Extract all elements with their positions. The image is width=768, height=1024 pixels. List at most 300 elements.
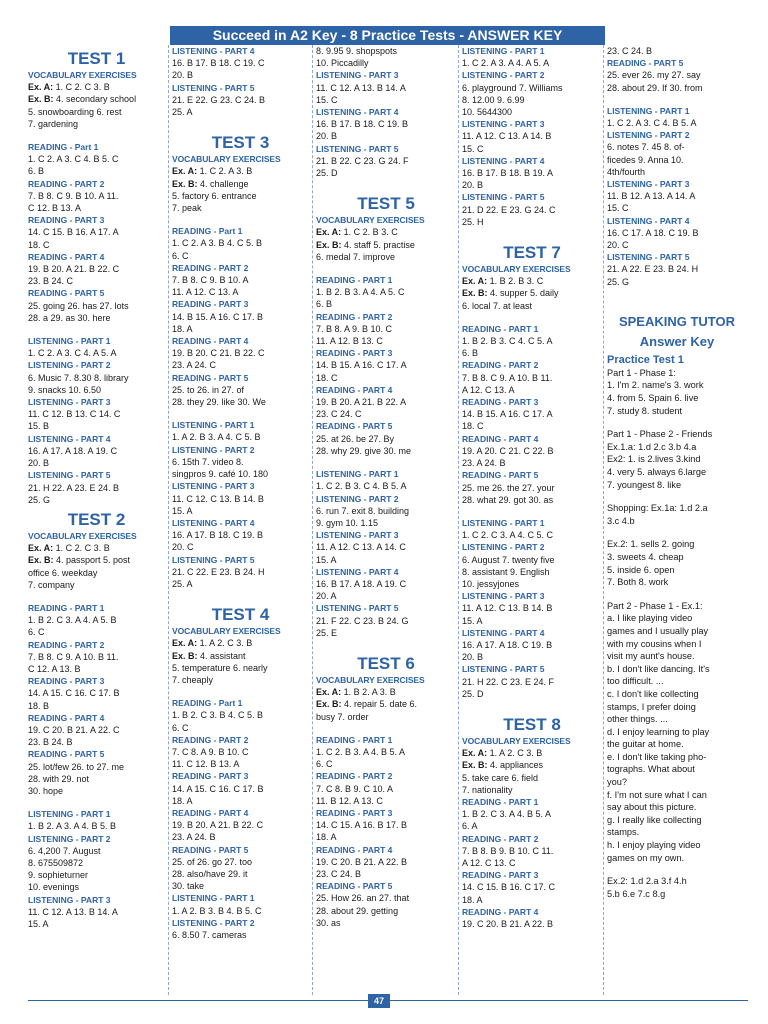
- section-heading: READING - PART 5: [28, 749, 105, 760]
- answer-line: 1. C 2. A 3. C 4. B 5. C: [28, 154, 119, 165]
- answer-line: 7. B 8. C 9. A 10. B 11.: [462, 372, 553, 383]
- section-heading: LISTENING - PART 5: [316, 143, 399, 154]
- exercise-label: Ex. A:: [316, 687, 342, 698]
- answer-line: 1. A 2. B 3. B 4. B 5. C: [172, 905, 262, 916]
- answer-line: 6. C: [316, 759, 333, 770]
- test-title: TEST 7: [503, 243, 561, 263]
- answer-line: 19. A 20. C 21. C 22. B: [462, 445, 554, 456]
- exercise-answers: 4. supper 5. daily: [487, 288, 559, 299]
- answer-line: 9. snacks 10. 6.50: [28, 384, 102, 395]
- section-heading: READING - PART 1: [316, 734, 393, 745]
- speaking-answer-line: 3. sweets 4. cheap: [607, 551, 684, 562]
- test-title: TEST 4: [211, 605, 270, 625]
- speaking-answer-line: f. I'm not sure what I can: [607, 789, 707, 800]
- answer-line: 19. B 20. C 21. B 22. C: [172, 348, 265, 359]
- answer-line: 11. A 12. C 13. B 14. B: [462, 603, 553, 614]
- spacer: [462, 312, 602, 323]
- answer-line: 28. with 29. not: [28, 773, 90, 784]
- answer-line: 19. B 20. A 21. B 22. A: [316, 397, 407, 408]
- exercise-answers: 4. assistant: [197, 650, 246, 661]
- speaking-answer-line: visit my aunt's house.: [607, 651, 695, 662]
- section-heading: LISTENING - PART 2: [28, 360, 111, 371]
- speaking-answer-line: other things. ...: [607, 714, 668, 725]
- answer-line: 16. B 17. B 18. B 19. A: [462, 168, 554, 179]
- answer-line: 9. gym 10. 1.15: [316, 517, 379, 528]
- vocabulary-heading: VOCABULARY EXERCISES: [172, 154, 281, 165]
- section-heading: LISTENING - PART 2: [172, 444, 255, 455]
- section-heading: READING - PART 1: [316, 275, 393, 286]
- answer-line: 20. B: [462, 652, 484, 663]
- speaking-answer-line: 5.b 6.e 7.c 8.g: [607, 888, 666, 899]
- answer-line: 6. local 7. at least: [462, 300, 533, 311]
- answer-line: 18. A: [316, 832, 337, 843]
- answer-line: 19. B 20. A 21. B 22. C: [28, 264, 120, 275]
- answer-line: 7. B 8. C 9. B 10. A: [172, 275, 249, 286]
- answer-line: 1. B 2. C 3. A 4. B 5. A: [462, 809, 552, 820]
- answer-line: C 12. A 13. B: [28, 663, 81, 674]
- section-heading: LISTENING - PART 4: [316, 566, 399, 577]
- answer-line: 6. run 7. exit 8. building: [316, 505, 410, 516]
- answer-line: 6. notes 7. 45 8. of-: [607, 142, 685, 153]
- section-heading: READING - PART 3: [28, 215, 105, 226]
- spacer: [316, 723, 456, 734]
- section-heading: LISTENING - PART 2: [316, 493, 399, 504]
- answer-line: 14. C 15. A 16. B 17. B: [316, 820, 408, 831]
- answer-line: 1. C 2. B 3. A 4. B 5. A: [316, 746, 406, 757]
- answer-line: 20. B: [316, 131, 338, 142]
- exercise-answers: 1. A 2. C 3. B: [197, 638, 253, 649]
- answer-line: 6. C: [172, 250, 189, 261]
- section-heading: LISTENING - PART 2: [607, 130, 690, 141]
- test-title: TEST 5: [357, 194, 415, 214]
- speaking-answer-line: 4. from 5. Spain 6. live: [607, 393, 699, 404]
- answer-line: 10. evenings: [28, 882, 80, 893]
- vocabulary-heading: VOCABULARY EXERCISES: [28, 530, 137, 541]
- answer-line: 25. D: [462, 688, 484, 699]
- vocabulary-heading: VOCABULARY EXERCISES: [462, 735, 571, 746]
- answer-line: 10. 5644300: [462, 107, 513, 118]
- section-heading: LISTENING - PART 3: [607, 179, 690, 190]
- answer-line: 18. C: [28, 239, 50, 250]
- section-heading: READING - PART 1: [462, 323, 539, 334]
- answer-column-5: [607, 45, 747, 995]
- spacer: [607, 527, 747, 538]
- spacer: [607, 299, 747, 310]
- answer-line: 8. assistant 9. English: [462, 566, 550, 577]
- answer-line: 30. take: [172, 881, 205, 892]
- answer-line: 5. factory 6. entrance: [172, 190, 257, 201]
- speaking-answer-line: h. I enjoy playing video: [607, 840, 701, 851]
- answer-line: 4th/fourth: [607, 166, 646, 177]
- answer-line: 25. E: [316, 627, 338, 638]
- exercise-answers: 1. C 2. C 3. B: [53, 82, 110, 93]
- section-heading: READING - PART 2: [316, 771, 393, 782]
- answer-line: 6. playground 7. Williams: [462, 82, 563, 93]
- section-heading: READING - PART 2: [462, 360, 539, 371]
- answer-line: 23. C 24. B: [316, 868, 362, 879]
- answer-line: 15. A: [316, 554, 337, 565]
- exercise-label: Ex. A:: [462, 748, 488, 759]
- exercise-answer-line: [172, 650, 309, 662]
- answer-line: A 12. C 13. C: [462, 857, 516, 868]
- answer-line: 5. snowboarding 6. rest: [28, 106, 122, 117]
- answer-line: 18. A: [462, 894, 483, 905]
- exercise-answer-line: [316, 686, 456, 698]
- exercise-label: Ex. B:: [28, 94, 54, 105]
- section-heading: READING - Part 1: [172, 226, 243, 237]
- answer-line: 5. temperature 6. nearly: [172, 662, 268, 673]
- section-heading: LISTENING - PART 1: [316, 469, 399, 480]
- speaking-answer-line: say about this picture.: [607, 802, 697, 813]
- speaking-answer-line: the guitar at home.: [607, 739, 684, 750]
- answer-line: 1. B 2. B 3. A 4. A 5. C: [316, 287, 405, 298]
- answer-line: 11. C 12. A 13. B 14. A: [316, 82, 406, 93]
- test-title: TEST 1: [67, 49, 126, 68]
- section-heading: LISTENING - PART 1: [28, 336, 111, 347]
- speaking-answer-line: 7. study 8. student: [607, 405, 683, 416]
- vocabulary-heading: VOCABULARY EXERCISES: [462, 264, 571, 275]
- column-divider: [312, 45, 313, 995]
- answer-line: 15. A: [462, 615, 483, 626]
- section-heading: READING - PART 3: [316, 348, 393, 359]
- section-heading: LISTENING - PART 4: [607, 215, 690, 226]
- section-heading: READING - PART 4: [28, 712, 105, 723]
- section-heading: READING - Part 1: [28, 142, 99, 153]
- answer-line: 11. A 12. C 13. A: [172, 287, 239, 298]
- section-heading: READING - PART 3: [28, 676, 105, 687]
- speaking-tutor-title: SPEAKING TUTOR: [618, 313, 736, 329]
- answer-line: 23. A 24. B: [172, 832, 216, 843]
- speaking-answer-line: b. I don't like dancing. It's: [607, 663, 710, 674]
- answer-line: 19. C 20. B 21. A 22. B: [462, 919, 554, 929]
- answer-column-2: [172, 45, 309, 995]
- section-heading: LISTENING - PART 1: [172, 893, 255, 904]
- answer-line: 6. B: [316, 299, 333, 310]
- speaking-answer-line: games on my own.: [607, 852, 685, 863]
- exercise-answer-line: [28, 93, 165, 105]
- spacer: [316, 457, 456, 468]
- answer-line: 11. B 12. A 13. C: [316, 795, 383, 806]
- answer-line: 19. C 20. B 21. A 22. B: [316, 856, 408, 867]
- section-heading: READING - PART 5: [172, 372, 249, 383]
- spacer: [316, 179, 456, 190]
- exercise-label: Ex. A:: [172, 638, 198, 649]
- answer-line: 6. A: [462, 821, 478, 832]
- answer-line: 14. A 15. C 16. C 17. B: [28, 688, 120, 699]
- section-heading: LISTENING - PART 5: [172, 82, 255, 93]
- speaking-answer-line: c. I don't like collecting: [607, 688, 699, 699]
- spacer: [28, 324, 165, 335]
- answer-line: 5. take care 6. field: [462, 772, 539, 783]
- answer-line: 21. A 22. E 23. B 24. H: [607, 264, 699, 275]
- answer-line: 21. C 22. E 23. B 24. H: [172, 566, 265, 577]
- answer-line: 18. C: [316, 372, 338, 383]
- speaking-answer-line: Part 2 - Phase 1 - Ex.1:: [607, 600, 703, 611]
- section-heading: LISTENING - PART 4: [462, 627, 545, 638]
- speaking-answer-line: Ex.1.a: 1.d 2.c 3.b 4.a: [607, 441, 697, 452]
- section-heading: READING - PART 5: [172, 844, 249, 855]
- vocabulary-heading: VOCABULARY EXERCISES: [28, 70, 137, 80]
- answer-line: 16. A 17. B 18. C 19. B: [172, 530, 264, 541]
- answer-line: 1. C 2. A 3. C 4. B 5. A: [607, 118, 697, 129]
- exercise-answer-line: [172, 178, 309, 190]
- exercise-label: Ex. B:: [172, 178, 198, 189]
- answer-line: 7. gardening: [28, 118, 79, 129]
- spacer: [172, 590, 309, 601]
- answer-line: 25. A: [172, 578, 193, 589]
- answer-line: 25. A: [172, 107, 193, 118]
- spacer: [172, 408, 309, 419]
- answer-line: 28. a 29. as 30. here: [28, 312, 111, 323]
- spacer: [28, 591, 165, 602]
- answer-line: 23. A 24. B: [462, 458, 506, 469]
- exercise-label: Ex. A:: [172, 166, 198, 177]
- answer-line: 7. peak: [172, 203, 202, 214]
- answer-line: 21. B 22. C 23. G 24. F: [316, 155, 409, 166]
- answer-line: 6. 4,200 7. August: [28, 845, 101, 856]
- answer-line: 6. C: [28, 627, 45, 638]
- spacer: [607, 491, 747, 502]
- answer-line: 18. B: [28, 700, 50, 711]
- speaking-answer-line: stamps.: [607, 827, 640, 838]
- section-heading: READING - PART 2: [316, 311, 393, 322]
- answer-line: 25. lot/few 26. to 27. me: [28, 761, 125, 772]
- answer-line: 11. A 12. C 13. A 14. C: [316, 542, 406, 553]
- answer-line: 20. B: [172, 70, 194, 81]
- speaking-answer-line: g. I really like collecting: [607, 814, 702, 825]
- answer-line: 16. A 17. A 18. A 19. C: [28, 445, 118, 456]
- section-heading: LISTENING - PART 3: [28, 397, 111, 408]
- answer-line: 25. of 26. go 27. too: [172, 856, 253, 867]
- section-heading: LISTENING - PART 1: [28, 809, 111, 820]
- answer-line: 25. D: [316, 168, 338, 179]
- answer-line: 25. G: [28, 494, 51, 505]
- spacer: [462, 506, 602, 517]
- answer-line: 11. C 12. B 13. C 14. C: [28, 409, 121, 420]
- answer-line: 7. C 8. B 9. C 10. A: [316, 783, 394, 794]
- answer-line: 6. C: [172, 722, 189, 733]
- section-heading: READING - PART 5: [316, 421, 393, 432]
- answer-line: 28. what 29. got 30. as: [462, 494, 554, 505]
- answer-line: 7. B 8. A 9. B 10. C: [316, 323, 393, 334]
- answer-line: 1. B 2. A 3. A 4. B 5. B: [28, 821, 117, 832]
- speaking-answer-line: stamps, I prefer doing: [607, 701, 696, 712]
- speaking-answer-line: 4. very 5. always 6.large: [607, 467, 707, 478]
- section-heading: LISTENING - PART 5: [462, 664, 545, 675]
- answer-line: 1. B 2. B 3. C 4. C 5. A: [462, 336, 553, 347]
- section-heading: LISTENING - PART 2: [462, 542, 545, 553]
- answer-line: 28. why 29. give 30. me: [316, 445, 412, 456]
- answer-line: 11. C 12. C 13. B 14. B: [172, 493, 264, 504]
- section-heading: READING - PART 2: [172, 734, 249, 745]
- answer-column-4: [462, 45, 602, 995]
- answer-line: 21. D 22. E 23. G 24. C: [462, 204, 556, 215]
- exercise-answers: 1. B 2. B 3. C: [487, 276, 544, 287]
- section-heading: READING - PART 2: [462, 833, 539, 844]
- section-heading: LISTENING - PART 1: [172, 420, 255, 431]
- answer-line: 14. B 15. A 16. C 17. A: [316, 360, 407, 371]
- section-heading: LISTENING - PART 3: [316, 70, 399, 81]
- section-heading: LISTENING - PART 3: [172, 481, 255, 492]
- exercise-answer-line: [28, 542, 165, 554]
- section-heading: LISTENING - PART 2: [28, 833, 111, 844]
- exercise-label: Ex. A:: [28, 543, 54, 554]
- spacer: [607, 589, 747, 600]
- exercise-label: Ex. A:: [316, 227, 342, 238]
- spacer: [316, 263, 456, 274]
- answer-line: 6. August 7. twenty five: [462, 554, 555, 565]
- exercise-answer-line: [462, 287, 602, 299]
- section-heading: LISTENING - PART 5: [462, 192, 545, 203]
- speaking-tutor-title: Answer Key: [639, 333, 715, 349]
- answer-line: 7. B 8. B 9. B 10. C 11.: [462, 845, 554, 856]
- section-heading: LISTENING - PART 5: [316, 603, 399, 614]
- speaking-answer-line: Part 1 - Phase 1:: [607, 367, 676, 378]
- spacer: [607, 864, 747, 875]
- answer-line: 25. How 26. an 27. that: [316, 893, 410, 904]
- speaking-answer-line: 5. inside 6. open: [607, 564, 675, 575]
- answer-line: 1. A 2. B 3. A 4. C 5. B: [172, 432, 261, 443]
- column-divider: [458, 45, 459, 995]
- section-heading: LISTENING - PART 5: [172, 554, 255, 565]
- answer-line: 18. A: [172, 323, 193, 334]
- spacer: [172, 214, 309, 225]
- spacer: [172, 686, 309, 697]
- answer-line: 15. A: [172, 505, 193, 516]
- section-heading: READING - PART 3: [172, 771, 249, 782]
- section-heading: LISTENING - PART 4: [172, 517, 255, 528]
- section-heading: LISTENING - PART 4: [172, 46, 255, 56]
- answer-line: office 6. weekday: [28, 567, 98, 578]
- section-heading: LISTENING - PART 3: [462, 119, 545, 130]
- vocabulary-heading: VOCABULARY EXERCISES: [316, 215, 425, 226]
- answer-line: 7. B 8. C 9. B 10. A 11.: [28, 190, 119, 201]
- answer-line: 30. as: [316, 917, 341, 928]
- answer-line: 16. B 17. B 18. C 19. C: [172, 58, 265, 69]
- section-heading: LISTENING - PART 2: [172, 917, 255, 928]
- answer-line: 20. B: [462, 180, 484, 191]
- answer-line: 15. C: [462, 143, 484, 154]
- answer-line: 25. at 26. be 27. By: [316, 433, 395, 444]
- answer-line: 15. C: [607, 203, 629, 214]
- speaking-answer-line: a. I like playing video: [607, 613, 693, 624]
- exercise-answers: 1. B 2. A 3. B: [341, 687, 396, 698]
- answer-line: 7. cheaply: [172, 674, 214, 685]
- vocabulary-heading: VOCABULARY EXERCISES: [172, 626, 281, 637]
- answer-line: 6. Music 7. 8.30 8. library: [28, 372, 129, 383]
- answer-line: 16. B 17. B 18. C 19. B: [316, 119, 409, 130]
- test-title: TEST 6: [357, 653, 415, 673]
- exercise-answer-line: [28, 81, 165, 93]
- section-heading: READING - PART 5: [462, 470, 539, 481]
- exercise-answers: 4. appliances: [487, 760, 544, 771]
- section-heading: LISTENING - PART 5: [28, 470, 111, 481]
- answer-line: 23. C 24. C: [316, 409, 362, 420]
- answer-line: 21. E 22. G 23. C 24. B: [172, 94, 266, 105]
- answer-line: 20. C: [607, 240, 629, 251]
- answer-line: 21. H 22. A 23. E 24. B: [28, 482, 120, 493]
- answer-line: 23. C 24. B: [607, 46, 653, 56]
- answer-line: 20. B: [28, 458, 50, 469]
- answer-line: 11. C 12. B 13. A: [172, 759, 240, 770]
- answer-line: A 12. C 13. A: [462, 384, 515, 395]
- answer-line: busy 7. order: [316, 711, 369, 722]
- speaking-answer-line: d. I enjoy learning to play: [607, 726, 710, 737]
- section-heading: LISTENING - PART 1: [607, 105, 690, 116]
- section-heading: LISTENING - PART 3: [316, 530, 399, 541]
- answer-line: 28. also/have 29. it: [172, 868, 248, 879]
- section-heading: LISTENING - PART 1: [462, 46, 545, 56]
- exercise-answer-line: [172, 165, 309, 177]
- answer-line: 18. C: [462, 421, 484, 432]
- exercise-answer-line: [462, 275, 602, 287]
- speaking-answer-line: Ex2: 1. is 2.lives 3.kind: [607, 454, 701, 465]
- answer-line: 6. 15th 7. video 8.: [172, 456, 244, 467]
- page-number: 47: [368, 994, 390, 1008]
- answer-line: 28. about 29. If 30. from: [607, 82, 703, 93]
- section-heading: READING - PART 2: [28, 178, 105, 189]
- answer-line: 1. B 2. C 3. A 4. A 5. B: [28, 615, 117, 626]
- answer-line: 25. ever 26. my 27. say: [607, 70, 701, 81]
- answer-line: 14. B 15. A 16. C 17. B: [172, 311, 264, 322]
- answer-line: 7. nationality: [462, 784, 513, 795]
- section-heading: READING - PART 4: [316, 384, 393, 395]
- exercise-label: Ex. B:: [172, 650, 198, 661]
- section-heading: READING - PART 3: [316, 807, 393, 818]
- spacer: [462, 700, 602, 711]
- exercise-label: Ex. A:: [28, 82, 54, 93]
- answer-line: 21. F 22. C 23. B 24. G: [316, 615, 409, 626]
- exercise-answers: 1. C 2. B 3. C: [341, 227, 398, 238]
- speaking-answer-line: Shopping: Ex.1a: 1.d 2.a: [607, 503, 708, 514]
- speaking-answer-line: 7. youngest 8. like: [607, 479, 682, 490]
- section-heading: READING - PART 3: [462, 870, 539, 881]
- section-heading: READING - PART 4: [172, 336, 249, 347]
- speaking-answer-line: you?: [607, 777, 627, 788]
- exercise-answers: 1. C 2. A 3. B: [197, 166, 253, 177]
- exercise-answers: 1. A 2. C 3. B: [487, 748, 543, 759]
- spacer: [607, 288, 747, 299]
- section-heading: READING - PART 4: [172, 807, 249, 818]
- exercise-answer-line: [462, 747, 602, 759]
- section-heading: LISTENING - PART 1: [462, 517, 545, 528]
- answer-line: 30. hope: [28, 785, 64, 796]
- section-heading: READING - Part 1: [172, 698, 243, 709]
- section-heading: LISTENING - PART 3: [28, 894, 111, 905]
- answer-line: 28. about 29. getting: [316, 905, 399, 916]
- answer-line: 15. B: [28, 421, 50, 432]
- exercise-answer-line: [462, 759, 602, 771]
- answer-line: 14. C 15. B 16. A 17. A: [28, 227, 119, 238]
- answer-line: 19. C 20. B 21. A 22. C: [28, 724, 120, 735]
- answer-line: ficedes 9. Anna 10.: [607, 154, 684, 165]
- answer-line: 20. C: [172, 542, 194, 553]
- spacer: [607, 94, 747, 105]
- speaking-answer-line: 7. Both 8. work: [607, 577, 669, 588]
- speaking-answer-line: with my cousins when I: [607, 638, 702, 649]
- exercise-label: Ex. B:: [462, 760, 488, 771]
- answer-line: 8. 675509872: [28, 857, 84, 868]
- exercise-label: Ex. B:: [316, 239, 342, 250]
- answer-line: 7. C 8. A 9. B 10. C: [172, 746, 249, 757]
- answer-line: 14. A 15. C 16. C 17. B: [172, 783, 264, 794]
- test-title: TEST 3: [211, 133, 270, 153]
- answer-line: 23. A 24. C: [172, 360, 217, 371]
- answer-line: 16. C 17. A 18. C 19. B: [607, 227, 699, 238]
- answer-line: 21. H 22. C 23. E 24. F: [462, 676, 555, 687]
- answer-line: 11. B 12. A 13. A 14. A: [607, 191, 696, 202]
- section-heading: READING - PART 4: [28, 251, 105, 262]
